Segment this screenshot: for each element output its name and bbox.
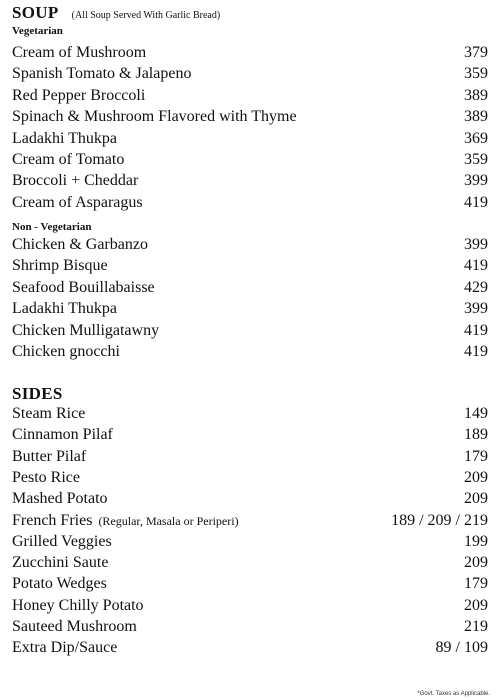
item-price: 369 xyxy=(464,129,488,147)
item-price: 209 xyxy=(464,490,488,508)
item-price: 209 xyxy=(464,596,488,614)
menu-item xyxy=(12,426,488,447)
item-price: 389 xyxy=(464,86,488,104)
menu-item xyxy=(12,44,488,65)
item-price: 199 xyxy=(464,532,488,550)
item-name-text: Seafood Bouillabaisse xyxy=(12,278,155,296)
item-name-text: Honey Chilly Potato xyxy=(12,596,144,614)
item-name xyxy=(12,257,108,275)
soup-title: SOUP xyxy=(12,3,59,22)
tax-footnote: *Govt. Taxes as Applicable. xyxy=(417,691,490,697)
item-name xyxy=(12,236,148,254)
menu-item xyxy=(12,87,488,108)
soup-section-header xyxy=(12,3,220,23)
item-name-text: Ladakhi Thukpa xyxy=(12,129,118,147)
item-price: 419 xyxy=(464,257,488,275)
item-name-text: Chicken & Garbanzo xyxy=(12,236,148,253)
menu-item xyxy=(12,236,488,257)
item-name xyxy=(12,108,297,126)
item-price: 419 xyxy=(464,343,488,360)
item-name xyxy=(12,87,145,105)
item-name-text: Chicken gnocchi xyxy=(12,343,120,360)
item-name xyxy=(12,343,120,361)
item-name-text: Grilled Veggies xyxy=(12,532,112,550)
item-name-text: Zucchini Saute xyxy=(12,554,109,572)
item-name xyxy=(12,512,239,530)
item-price: 179 xyxy=(464,447,488,465)
item-name xyxy=(12,300,117,318)
item-price: 89 / 109 xyxy=(435,639,488,657)
item-name-text: Sauteed Mushroom xyxy=(12,618,137,635)
menu-item xyxy=(12,405,488,426)
item-name xyxy=(12,618,137,636)
item-name xyxy=(12,405,85,423)
item-name xyxy=(12,448,86,466)
menu-item xyxy=(12,130,488,151)
item-name-text: Cream of Mushroom xyxy=(12,44,147,61)
item-price: 399 xyxy=(464,300,488,318)
item-name xyxy=(12,533,112,551)
item-name xyxy=(12,130,117,148)
item-name-text: Cream of Tomato xyxy=(12,151,125,168)
item-price: 389 xyxy=(464,108,488,126)
menu-item xyxy=(12,618,488,639)
menu-item xyxy=(12,108,488,129)
item-price: 399 xyxy=(464,236,488,253)
item-name-text: French Fries xyxy=(12,511,93,529)
menu-item xyxy=(12,469,488,490)
menu-item xyxy=(12,512,488,533)
item-name xyxy=(12,639,117,657)
menu-item xyxy=(12,322,488,343)
sides-section-header xyxy=(12,384,63,404)
item-note: (Regular, Masala or Periperi) xyxy=(98,513,239,528)
menu-item xyxy=(12,300,488,321)
item-price: 359 xyxy=(464,151,488,168)
item-name xyxy=(12,490,108,508)
item-name xyxy=(12,44,146,62)
item-name-text: Chicken Mulligatawny xyxy=(12,321,160,339)
menu-item xyxy=(12,575,488,596)
item-name xyxy=(12,172,138,190)
vegetarian-label: Vegetarian xyxy=(12,25,63,37)
item-price: 219 xyxy=(464,618,488,635)
menu-item xyxy=(12,172,488,193)
item-name xyxy=(12,575,107,593)
item-price: 399 xyxy=(464,172,488,190)
menu-item xyxy=(12,448,488,469)
item-name xyxy=(12,65,191,83)
item-name-text: Cinnamon Pilaf xyxy=(12,426,113,444)
menu-item xyxy=(12,257,488,278)
item-name-text: Broccoli + Cheddar xyxy=(12,172,139,190)
item-name-text: Spinach & Mushroom Flavored with Thyme xyxy=(12,108,297,126)
item-name-text: Potato Wedges xyxy=(12,575,107,593)
item-price: 379 xyxy=(464,44,488,61)
item-name-text: Extra Dip/Sauce xyxy=(12,639,118,657)
non-vegetarian-label: Non - Vegetarian xyxy=(12,221,92,233)
menu-item xyxy=(12,343,488,364)
menu-item xyxy=(12,194,488,215)
item-name-text: Red Pepper Broccoli xyxy=(12,86,146,104)
menu-item xyxy=(12,151,488,172)
menu-item xyxy=(12,279,488,300)
item-name xyxy=(12,194,143,212)
item-price: 209 xyxy=(464,468,488,486)
item-price: 179 xyxy=(464,575,488,593)
item-price: 189 xyxy=(464,426,488,444)
item-name xyxy=(12,597,144,615)
menu-item xyxy=(12,490,488,511)
item-name xyxy=(12,426,113,444)
menu-item xyxy=(12,639,488,660)
item-name xyxy=(12,554,108,572)
menu-item xyxy=(12,597,488,618)
item-price: 419 xyxy=(464,193,488,211)
item-name-text: Cream of Asparagus xyxy=(12,193,143,211)
item-price: 189 / 209 / 219 xyxy=(391,511,488,529)
item-name-text: Pesto Rice xyxy=(12,468,80,486)
item-name xyxy=(12,469,80,487)
item-price: 429 xyxy=(464,278,488,296)
item-name-text: Shrimp Bisque xyxy=(12,257,108,275)
item-name-text: Ladakhi Thukpa xyxy=(12,300,118,318)
soup-note: (All Soup Served With Garlic Bread) xyxy=(71,10,221,21)
menu-item xyxy=(12,65,488,86)
menu-item xyxy=(12,533,488,554)
item-name-text: Butter Pilaf xyxy=(12,447,87,465)
item-price: 359 xyxy=(464,65,488,83)
item-name xyxy=(12,322,159,340)
item-name xyxy=(12,151,124,169)
item-price: 209 xyxy=(464,554,488,572)
item-name-text: Mashed Potato xyxy=(12,490,108,508)
sides-title: SIDES xyxy=(12,384,63,403)
menu-item xyxy=(12,554,488,575)
item-name xyxy=(12,279,155,297)
item-price: 149 xyxy=(464,405,488,422)
item-name-text: Spanish Tomato & Jalapeno xyxy=(12,65,192,83)
item-name-text: Steam Rice xyxy=(12,405,86,422)
item-price: 419 xyxy=(464,321,488,339)
